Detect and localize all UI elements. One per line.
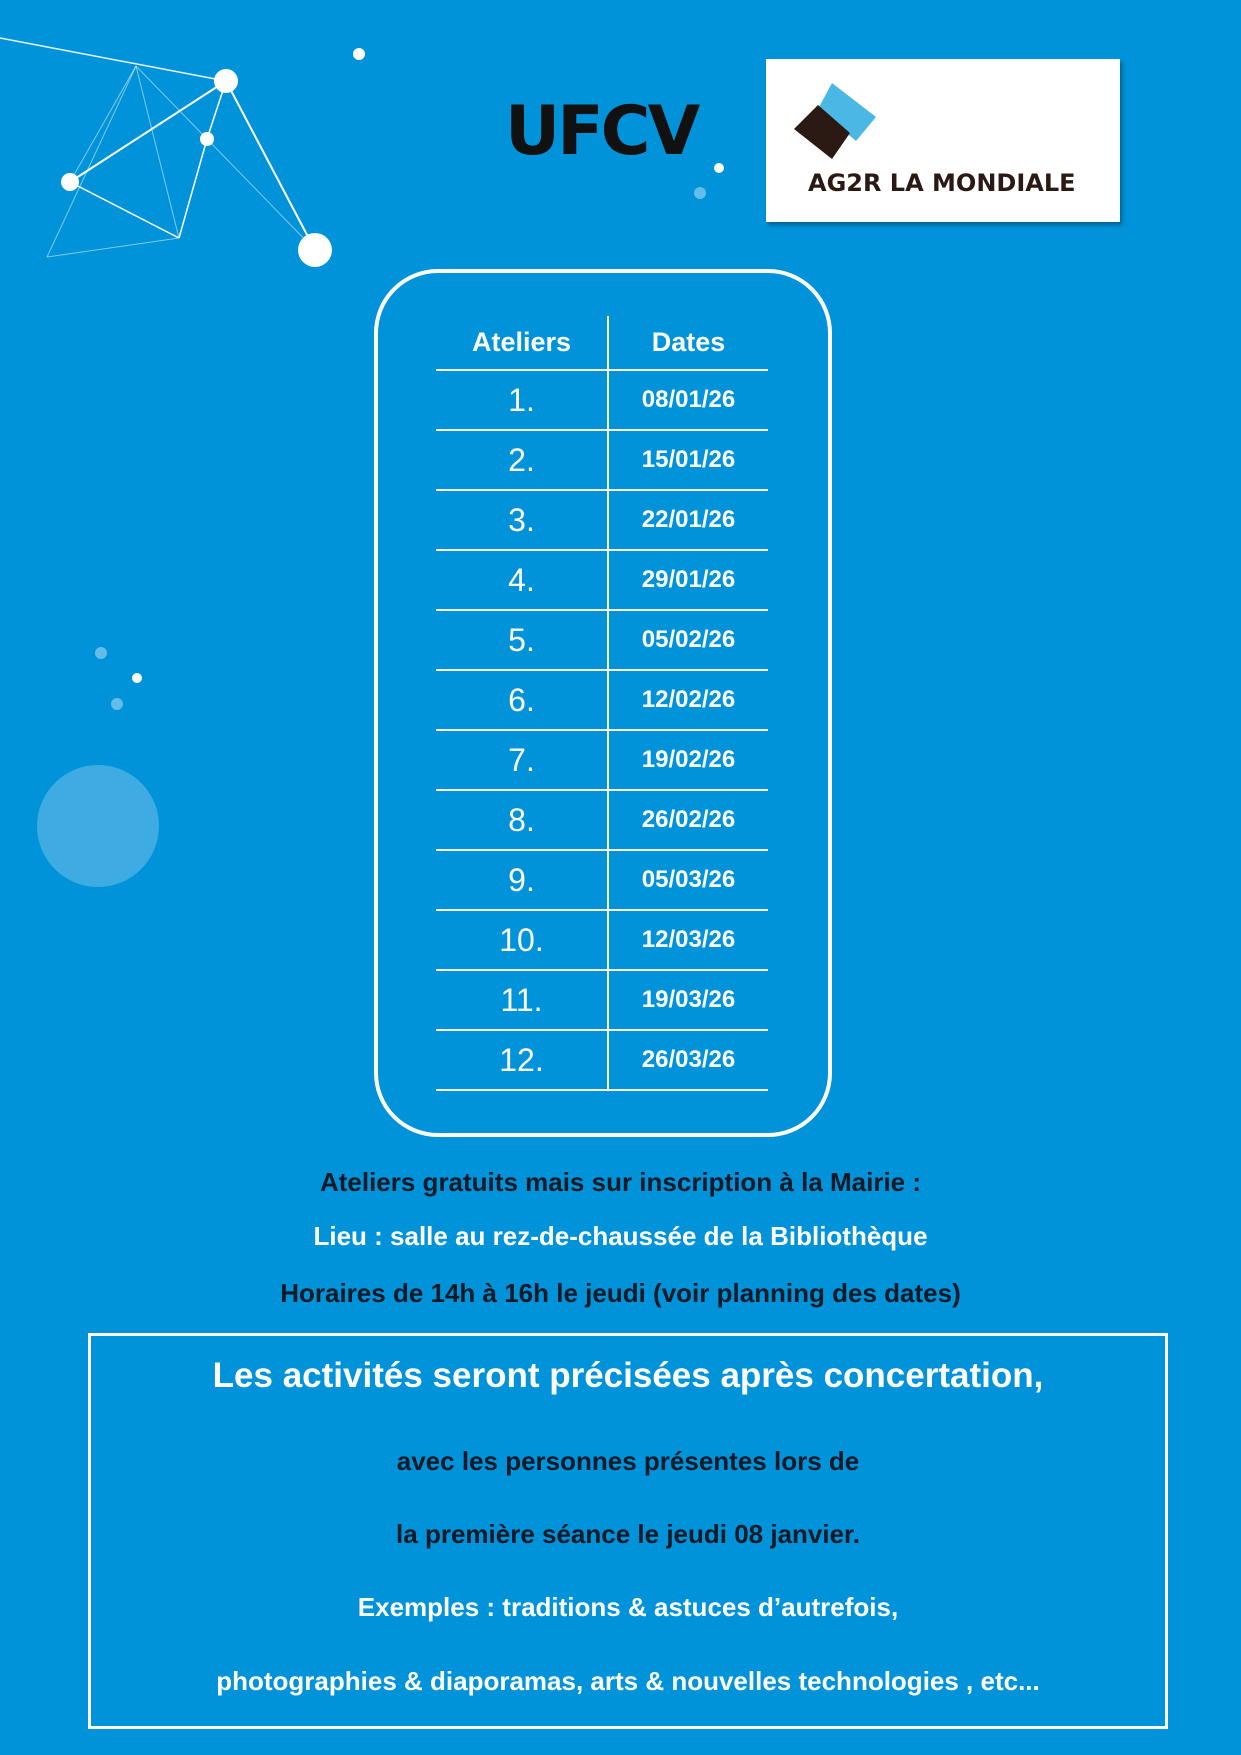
header-dates: Dates	[608, 316, 768, 370]
activities-line-2: la première séance le jeudi 08 janvier.	[396, 1519, 860, 1549]
workshop-date: 22/01/26	[608, 490, 768, 550]
hours-text: Horaires de 14h à 16h le jeudi (voir planning des dates)	[280, 1278, 961, 1308]
workshop-number: 5.	[436, 610, 608, 670]
workshop-date: 26/03/26	[608, 1030, 768, 1090]
header-workshops: Ateliers	[436, 316, 608, 370]
table-row	[436, 370, 768, 430]
table-row	[436, 490, 768, 550]
workshop-number: 4.	[436, 550, 608, 610]
workshop-number: 8.	[436, 790, 608, 850]
workshop-number: 11.	[436, 970, 608, 1030]
workshop-number: 1.	[436, 370, 608, 430]
activities-line-3: Exemples : traditions & astuces d’autrefois,	[357, 1592, 899, 1622]
table-header-row	[436, 316, 768, 370]
workshop-date: 12/02/26	[608, 670, 768, 730]
table-row	[436, 970, 768, 1030]
workshop-number: 12.	[436, 1030, 608, 1090]
table-row	[436, 670, 768, 730]
activities-line-1: avec les personnes présentes lors de	[396, 1446, 860, 1476]
table-row	[436, 1030, 768, 1090]
activities-line-4: photographies & diaporamas, arts & nouvelles technologies , etc...	[216, 1666, 1040, 1696]
workshop-date: 26/02/26	[608, 790, 768, 850]
table-row	[436, 850, 768, 910]
workshop-number: 3.	[436, 490, 608, 550]
ag2r-mark-icon	[794, 83, 878, 163]
workshop-date: 12/03/26	[608, 910, 768, 970]
ag2r-logo	[766, 59, 1120, 222]
registration-text: Ateliers gratuits mais sur inscription à la Mairie :	[319, 1167, 922, 1197]
workshop-date: 19/03/26	[608, 970, 768, 1030]
workshop-date: 05/02/26	[608, 610, 768, 670]
activities-box	[88, 1333, 1168, 1729]
table-row	[436, 610, 768, 670]
table-row	[436, 910, 768, 970]
workshop-date: 29/01/26	[608, 550, 768, 610]
activities-heading: Les activités seront précisées après concertation,	[212, 1356, 1044, 1395]
workshop-number: 2.	[436, 430, 608, 490]
ag2r-logo-text: AG2R LA MONDIALE	[808, 169, 1076, 197]
schedule-table	[436, 316, 768, 1091]
location-text: Lieu : salle au rez-de-chaussée de la Bibliothèque	[313, 1221, 928, 1251]
table-row	[436, 790, 768, 850]
workshop-date: 19/02/26	[608, 730, 768, 790]
table-row	[436, 430, 768, 490]
workshop-date: 15/01/26	[608, 430, 768, 490]
ufcv-logo: UFCV	[505, 92, 698, 171]
table-row	[436, 730, 768, 790]
workshop-number: 6.	[436, 670, 608, 730]
workshop-date: 08/01/26	[608, 370, 768, 430]
workshop-number: 7.	[436, 730, 608, 790]
table-row	[436, 550, 768, 610]
workshop-number: 9.	[436, 850, 608, 910]
workshop-number: 10.	[436, 910, 608, 970]
workshop-date: 05/03/26	[608, 850, 768, 910]
